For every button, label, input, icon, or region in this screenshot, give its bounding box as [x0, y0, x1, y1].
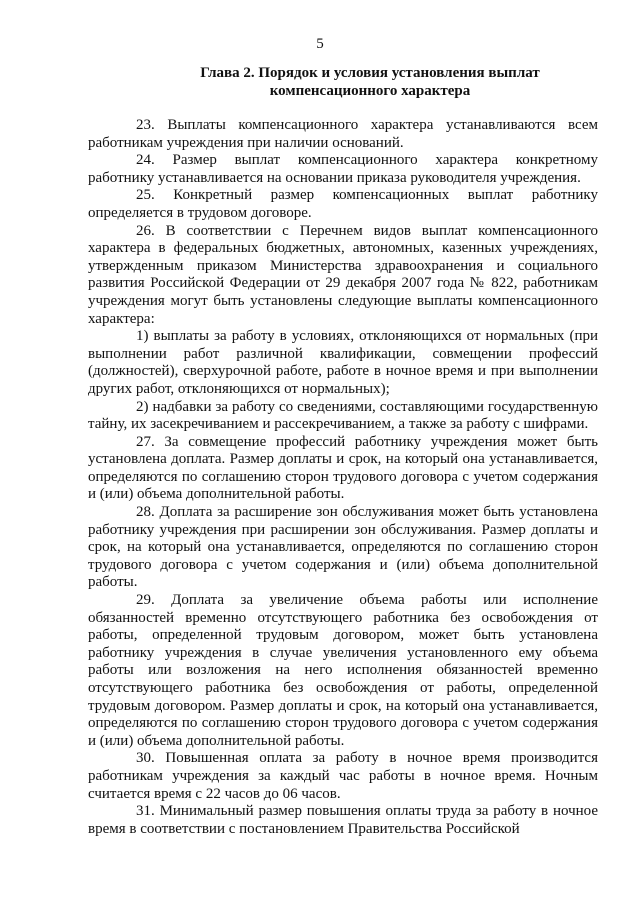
paragraph-27: 27. За совмещение профессий работнику учреждения может быть установлена доплата. Размер доплаты и срок, на который она устанавливается, определяются по соглашению сторон трудового договора с учетом содержания и (или) объема дополнительной работы. [88, 433, 598, 503]
paragraph-23: 23. Выплаты компенсационного характера устанавливаются всем работникам учреждения при наличии оснований. [88, 117, 598, 151]
chapter-title-line-1: Глава 2. Порядок и условия установления выплат [200, 65, 540, 81]
paragraph-25: 25. Конкретный размер компенсационных выплат работнику определяется в трудовом договоре. [88, 187, 598, 221]
list-item-2: 2) надбавки за работу со сведениями, составляющими государственную тайну, их засекречиванием и рассекречиванием, а также за работу с шифрами. [88, 398, 598, 433]
paragraph-29: 29. Доплата за увеличение объема работы или исполнение обязанностей временно отсутствующего работника без освобождения от работы, определенной трудовым договором, может быть установлена работнику учреждения в случае увеличения установленного ему объема работы или возложения на него исполнения обязанностей временно отсутствующего работника без освобождения от работы, определенной трудовым договором. Размер доплаты и срок, на который она устанавливается, определяются по соглашению сторон трудового договора с учетом содержания и (или) объема дополнительной работы. [88, 592, 598, 749]
chapter-title-line-2: компенсационного характера [269, 83, 471, 99]
list-item-1: 1) выплаты за работу в условиях, отклоняющихся от нормальных (при выполнении работ различной квалификации, совмещении профессий (должностей), сверхурочной работе, работе в ночное время и при выполнении других работ, отклоняющихся от нормальных); [88, 328, 598, 397]
paragraph-28: 28. Доплата за расширение зон обслуживания может быть установлена работнику учреждения при расширении зон обслуживания. Размер доплаты и срок, на который она устанавливается, определяются по соглашению сторон трудового договора с учетом содержания и (или) объема дополнительной работы. [88, 504, 598, 591]
paragraph-26: 26. В соответствии с Перечнем видов выплат компенсационного характера в федеральных бюджетных, автономных, казенных учреждениях, утвержденным приказом Министерства здравоохранения и социального развития Российской Федерации от 29 декабря 2007 года № 822, работникам учреждения могут быть установлены следующие выплаты компенсационного характера: [88, 222, 598, 327]
chapter-title [170, 64, 570, 100]
paragraph-31: 31. Минимальный размер повышения оплаты труда за работу в ночное время в соответствии с постановлением Правительства Российской [88, 803, 598, 837]
page-number: 5 [316, 36, 324, 52]
paragraph-24: 24. Размер выплат компенсационного характера конкретному работнику устанавливается на основании приказа руководителя учреждения. [88, 152, 598, 186]
paragraph-30: 30. Повышенная оплата за работу в ночное время производится работникам учреждения за каждый час работы в ночное время. Ночным считается время с 22 часов до 06 часов. [88, 750, 598, 802]
chapter-body [88, 117, 598, 838]
